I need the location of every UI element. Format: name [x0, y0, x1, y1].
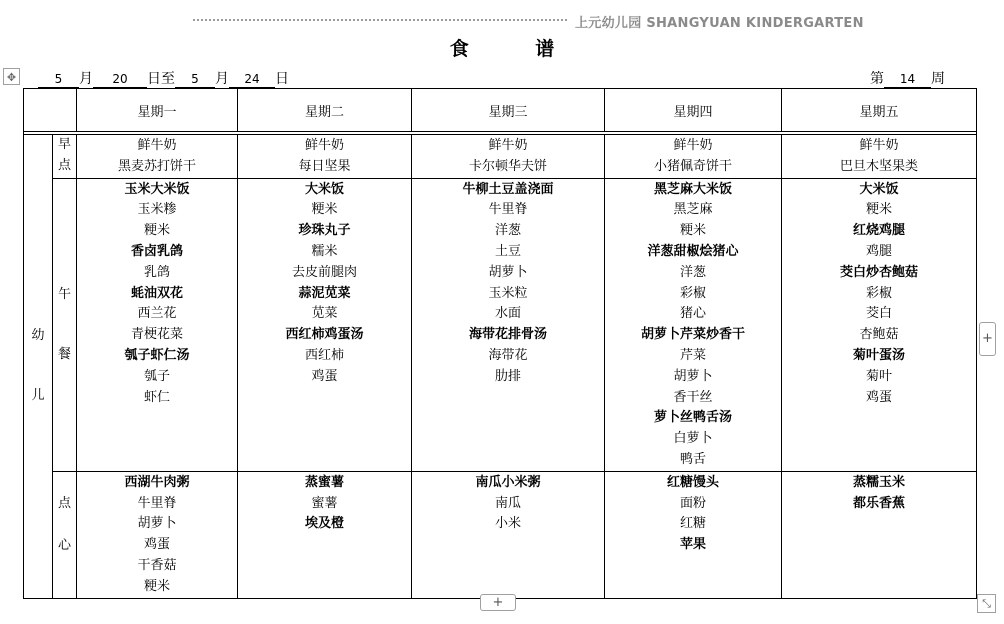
dish-name: 大米饭 — [304, 181, 344, 197]
ingredient: 面粉 — [679, 495, 706, 511]
ingredient: 虾仁 — [143, 389, 170, 405]
month-label: 月 — [79, 71, 93, 87]
dish-name: 茭白炒杏鲍菇 — [839, 264, 918, 280]
ingredient: 肋排 — [494, 368, 521, 384]
ingredient: 鸡蛋 — [311, 368, 338, 384]
date-range — [38, 68, 289, 88]
ingredient: 粳米 — [311, 202, 338, 218]
breakfast-cell — [412, 135, 605, 179]
menu-item: 小猪佩奇饼干 — [653, 158, 732, 174]
lunch-cell — [605, 178, 782, 471]
dish-name: 大米饭 — [859, 181, 899, 197]
lunch-cell — [238, 178, 412, 471]
age-group-label: 幼 儿 — [24, 135, 53, 599]
snack-cell — [412, 471, 605, 598]
end-month-value: 5 — [175, 71, 215, 88]
day-header-row — [24, 89, 977, 132]
ingredient: 胡萝卜 — [673, 368, 713, 384]
ingredient: 西兰花 — [137, 306, 177, 322]
snack-cell — [605, 471, 782, 598]
ingredient: 小米 — [494, 516, 521, 532]
ingredient: 茭白 — [865, 306, 892, 322]
corner-cell — [24, 89, 77, 132]
ingredient: 粳米 — [143, 578, 170, 594]
ingredient: 彩椒 — [679, 285, 706, 301]
dish-name: 蒸蜜薯 — [304, 474, 344, 490]
breakfast-label: 早 点 — [53, 135, 77, 179]
day-header: 星期三 — [412, 89, 605, 132]
ingredient: 鸡蛋 — [865, 389, 892, 405]
ingredient: 鸭舌 — [679, 451, 706, 467]
ingredient: 白萝卜 — [673, 431, 713, 447]
breakfast-row — [24, 135, 977, 179]
ingredient: 鸡腿 — [865, 243, 892, 259]
ingredient: 玉米粒 — [488, 285, 528, 301]
day-header: 星期二 — [238, 89, 412, 132]
dish-name: 萝卜丝鸭舌汤 — [653, 410, 732, 426]
dish-name: 都乐香蕉 — [852, 495, 905, 511]
snack-row — [24, 471, 977, 598]
ingredient: 鸡蛋 — [143, 537, 170, 553]
breakfast-cell — [605, 135, 782, 179]
ingredient: 水面 — [494, 306, 521, 322]
month-label: 月 — [215, 71, 229, 87]
move-icon[interactable]: ✥ — [3, 68, 20, 85]
dish-name: 苹果 — [679, 537, 706, 553]
ingredient: 粳米 — [143, 223, 170, 239]
ingredient: 彩椒 — [865, 285, 892, 301]
ingredient: 杏鲍菇 — [859, 327, 899, 343]
dish-name: 埃及橙 — [304, 516, 344, 532]
menu-item: 卡尔顿华夫饼 — [468, 158, 547, 174]
lunch-cell — [782, 178, 977, 471]
dish-name: 西湖牛肉粥 — [124, 474, 190, 490]
snack-cell — [77, 471, 238, 598]
menu-item: 巴旦木坚果类 — [839, 158, 918, 174]
ingredient: 干香菇 — [137, 557, 177, 573]
header-dotted-rule — [193, 19, 567, 21]
dish-name: 蒸糯玉米 — [852, 474, 905, 490]
week-number-value: 14 — [884, 71, 931, 88]
dish-name: 珍珠丸子 — [298, 223, 351, 239]
dish-name: 玉米大米饭 — [124, 181, 190, 197]
menu-item: 每日坚果 — [298, 158, 351, 174]
ingredient: 牛里脊 — [137, 495, 177, 511]
end-day-value: 24 — [229, 71, 275, 88]
ingredient: 西红柿 — [304, 347, 344, 363]
lunch-cell — [412, 178, 605, 471]
lunch-label: 午 餐 — [53, 178, 77, 471]
dish-name: 香卤乳鸽 — [130, 243, 183, 259]
ingredient: 菊叶 — [865, 368, 892, 384]
ingredient: 去皮前腿肉 — [291, 264, 357, 280]
day-header: 星期四 — [605, 89, 782, 132]
ingredient: 糯米 — [311, 243, 338, 259]
week-prefix: 第 — [870, 71, 884, 87]
menu-item: 鲜牛奶 — [673, 138, 713, 153]
ingredient: 青梗花菜 — [130, 327, 183, 343]
dish-name: 蚝油双花 — [130, 285, 183, 301]
menu-item: 鲜牛奶 — [137, 138, 177, 153]
day-label: 日 — [275, 71, 289, 87]
ingredient: 胡萝卜 — [137, 516, 177, 532]
start-day-value: 20 — [93, 71, 147, 88]
menu-item: 黑麦苏打饼干 — [117, 158, 196, 174]
ingredient: 玉米糁 — [137, 202, 177, 218]
add-row-plus-icon[interactable]: + — [480, 594, 516, 611]
ingredient: 洋葱 — [679, 264, 706, 280]
resize-icon[interactable]: ⤡ — [977, 594, 996, 613]
ingredient: 芹菜 — [679, 347, 706, 363]
ingredient: 洋葱 — [494, 223, 521, 239]
dish-name: 瓠子虾仁汤 — [124, 347, 190, 363]
add-column-plus-icon[interactable]: + — [979, 322, 996, 356]
ingredient: 蜜薯 — [311, 495, 338, 511]
dish-name: 菊叶蛋汤 — [852, 347, 905, 363]
ingredient: 苋菜 — [311, 306, 338, 322]
dish-name: 胡萝卜芹菜炒香干 — [640, 327, 745, 343]
ingredient: 海带花 — [488, 347, 528, 363]
snack-cell — [238, 471, 412, 598]
page-title: 食 谱 — [449, 38, 585, 60]
dish-name: 牛柳土豆盖浇面 — [462, 181, 554, 197]
ingredient: 黑芝麻 — [673, 202, 713, 218]
breakfast-cell — [77, 135, 238, 179]
snack-label: 点 心 — [53, 471, 77, 598]
dish-name: 红烧鸡腿 — [852, 223, 905, 239]
lunch-cell — [77, 178, 238, 471]
day-header: 星期五 — [782, 89, 977, 132]
dish-name: 红糖馒头 — [666, 474, 719, 490]
start-month-value: 5 — [38, 71, 79, 88]
menu-item: 鲜牛奶 — [488, 138, 528, 153]
ingredient: 瓠子 — [143, 368, 170, 384]
day-to-label: 日至 — [147, 71, 175, 87]
ingredient: 南瓜 — [494, 495, 521, 511]
dish-name: 蒜泥苋菜 — [298, 285, 351, 301]
ingredient: 牛里脊 — [488, 202, 528, 218]
snack-cell — [782, 471, 977, 598]
ingredient: 红糖 — [679, 516, 706, 532]
school-name: 上元幼儿园 SHANGYUAN KINDERGARTEN — [575, 16, 864, 31]
day-header: 星期一 — [77, 89, 238, 132]
week-number — [870, 68, 945, 88]
breakfast-cell — [782, 135, 977, 179]
menu-item: 鲜牛奶 — [304, 138, 344, 153]
ingredient: 粳米 — [679, 223, 706, 239]
menu-item: 鲜牛奶 — [859, 138, 899, 153]
menu-table — [23, 88, 977, 599]
dish-name: 海带花排骨汤 — [468, 327, 547, 343]
ingredient: 猪心 — [679, 306, 706, 322]
dish-name: 洋葱甜椒烩猪心 — [647, 243, 739, 259]
ingredient: 粳米 — [865, 202, 892, 218]
breakfast-cell — [238, 135, 412, 179]
dish-name: 黑芝麻大米饭 — [653, 181, 732, 197]
ingredient: 胡萝卜 — [488, 264, 528, 280]
ingredient: 乳鸽 — [143, 264, 170, 280]
ingredient: 土豆 — [494, 243, 521, 259]
dish-name: 西红柿鸡蛋汤 — [285, 327, 364, 343]
dish-name: 南瓜小米粥 — [475, 474, 541, 490]
lunch-row — [24, 178, 977, 471]
week-suffix: 周 — [931, 71, 945, 87]
ingredient: 香干丝 — [673, 389, 713, 405]
